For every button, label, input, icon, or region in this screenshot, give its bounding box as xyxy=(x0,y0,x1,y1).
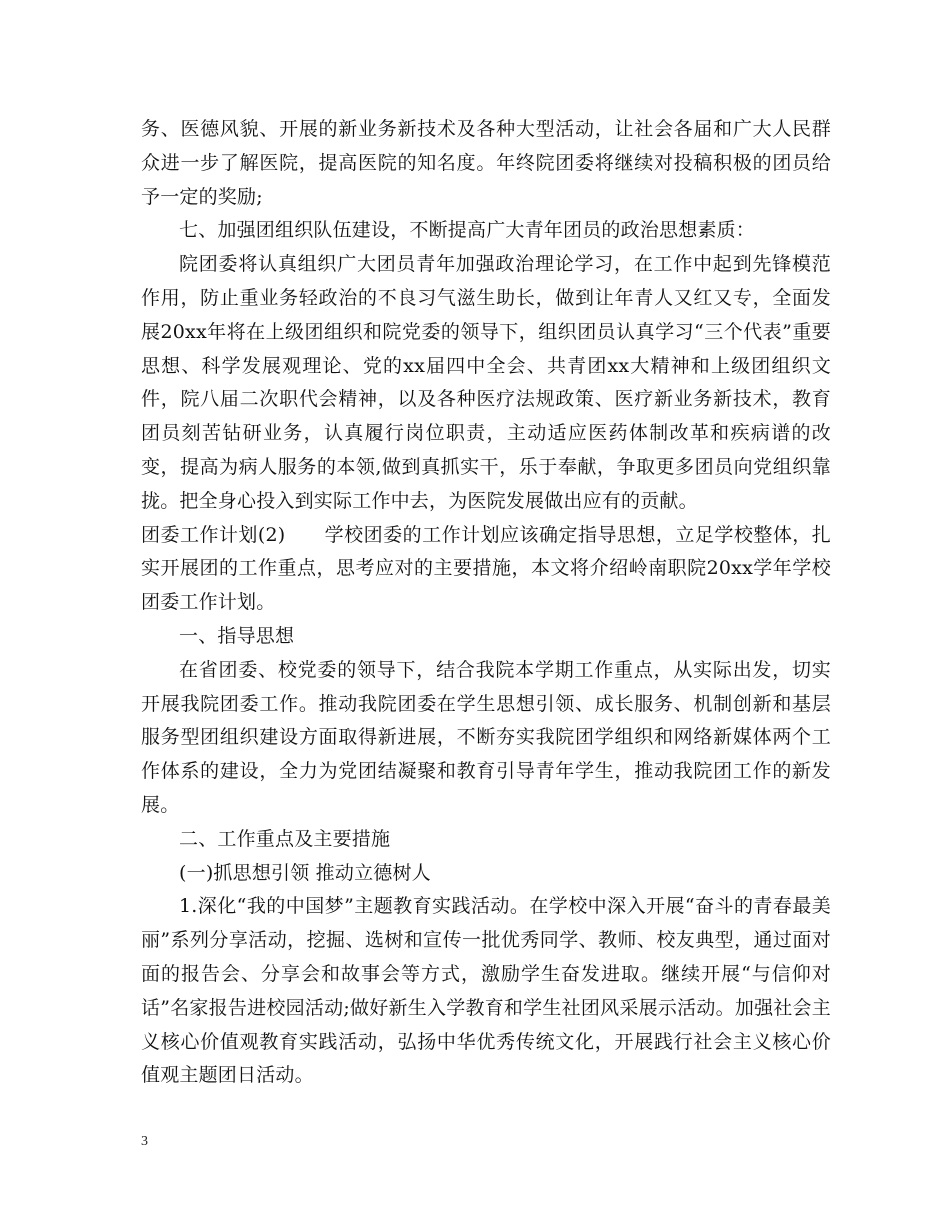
heading-key-work: 二、工作重点及主要措施 xyxy=(179,827,391,850)
paragraph-plan-two-intro: 团委工作计划(2) 学校团委的工作计划应该确定指导思想，立足学校整体，扎实开展团的工作重点，思考应对的主要措施，本文将介绍岭南职院20xx学年学校团委工作计划。 xyxy=(141,523,831,614)
document-body xyxy=(141,113,831,1093)
paragraph-guiding-thought: 在省团委、校党委的领导下，结合我院本学期工作重点，从实际出发，切实开展我院团委工作。推动我院团委在学生思想引领、成长服务、机制创新和基层服务型团组织建设方面取得新进展，不断夯实我院团学组织和网络新媒体两个工作体系的建设，全力为党团结凝聚和教育引导青年学生，推动我院团工作的新发展。 xyxy=(141,658,831,816)
paragraph-china-dream: 1.深化“我的中国梦”主题教育实践活动。在学校中深入开展“奋斗的青春最美丽”系列分享活动，挖掘、选树和宣传一批优秀同学、教师、校友典型，通过面对面的报告会、分享会和故事会等方式，激励学生奋发进取。继续开展“与信仰对话”名家报告进校园活动;做好新生入学教育和学生社团风采展示活动。加强社会主义核心价值观教育实践活动，弘扬中华优秀传统文化，开展践行社会主义核心价值观主题团日活动。 xyxy=(141,895,831,1087)
heading-guiding-thought: 一、指导思想 xyxy=(179,624,295,647)
heading-ideological-guidance: (一)抓思想引领 推动立德树人 xyxy=(179,861,431,884)
page-number: 3 xyxy=(141,1134,148,1149)
heading-section-seven: 七、加强团组织队伍建设，不断提高广大青年团员的政治思想素质： xyxy=(179,219,756,242)
paragraph-political-study: 院团委将认真组织广大团员青年加强政治理论学习，在工作中起到先锋模范作用，防止重业务轻政治的不良习气滋生助长，做到让年青人又红又专，全面发展20xx年将在上级团组织和院党委的领导下，组织团员认真学习“三个代表”重要思想、科学发展观理论、党的xx届四中全会、共青团xx大精神和上级团组织文件，院八届二次职代会精神，以及各种医疗法规政策、医疗新业务新技术，教育团员刻苦钻研业务，认真履行岗位职责，主动适应医药体制改革和疾病谱的改变，提高为病人服务的本领,做到真抓实干，乐于奉献，争取更多团员向党组织靠拢。把全身心投入到实际工作中去，为医院发展做出应有的贡献。 xyxy=(141,253,831,512)
paragraph-continuation: 务、医德风貌、开展的新业务新技术及各种大型活动，让社会各届和广大人民群众进一步了解医院，提高医院的知名度。年终院团委将继续对投稿积极的团员给予一定的奖励; xyxy=(141,118,831,208)
